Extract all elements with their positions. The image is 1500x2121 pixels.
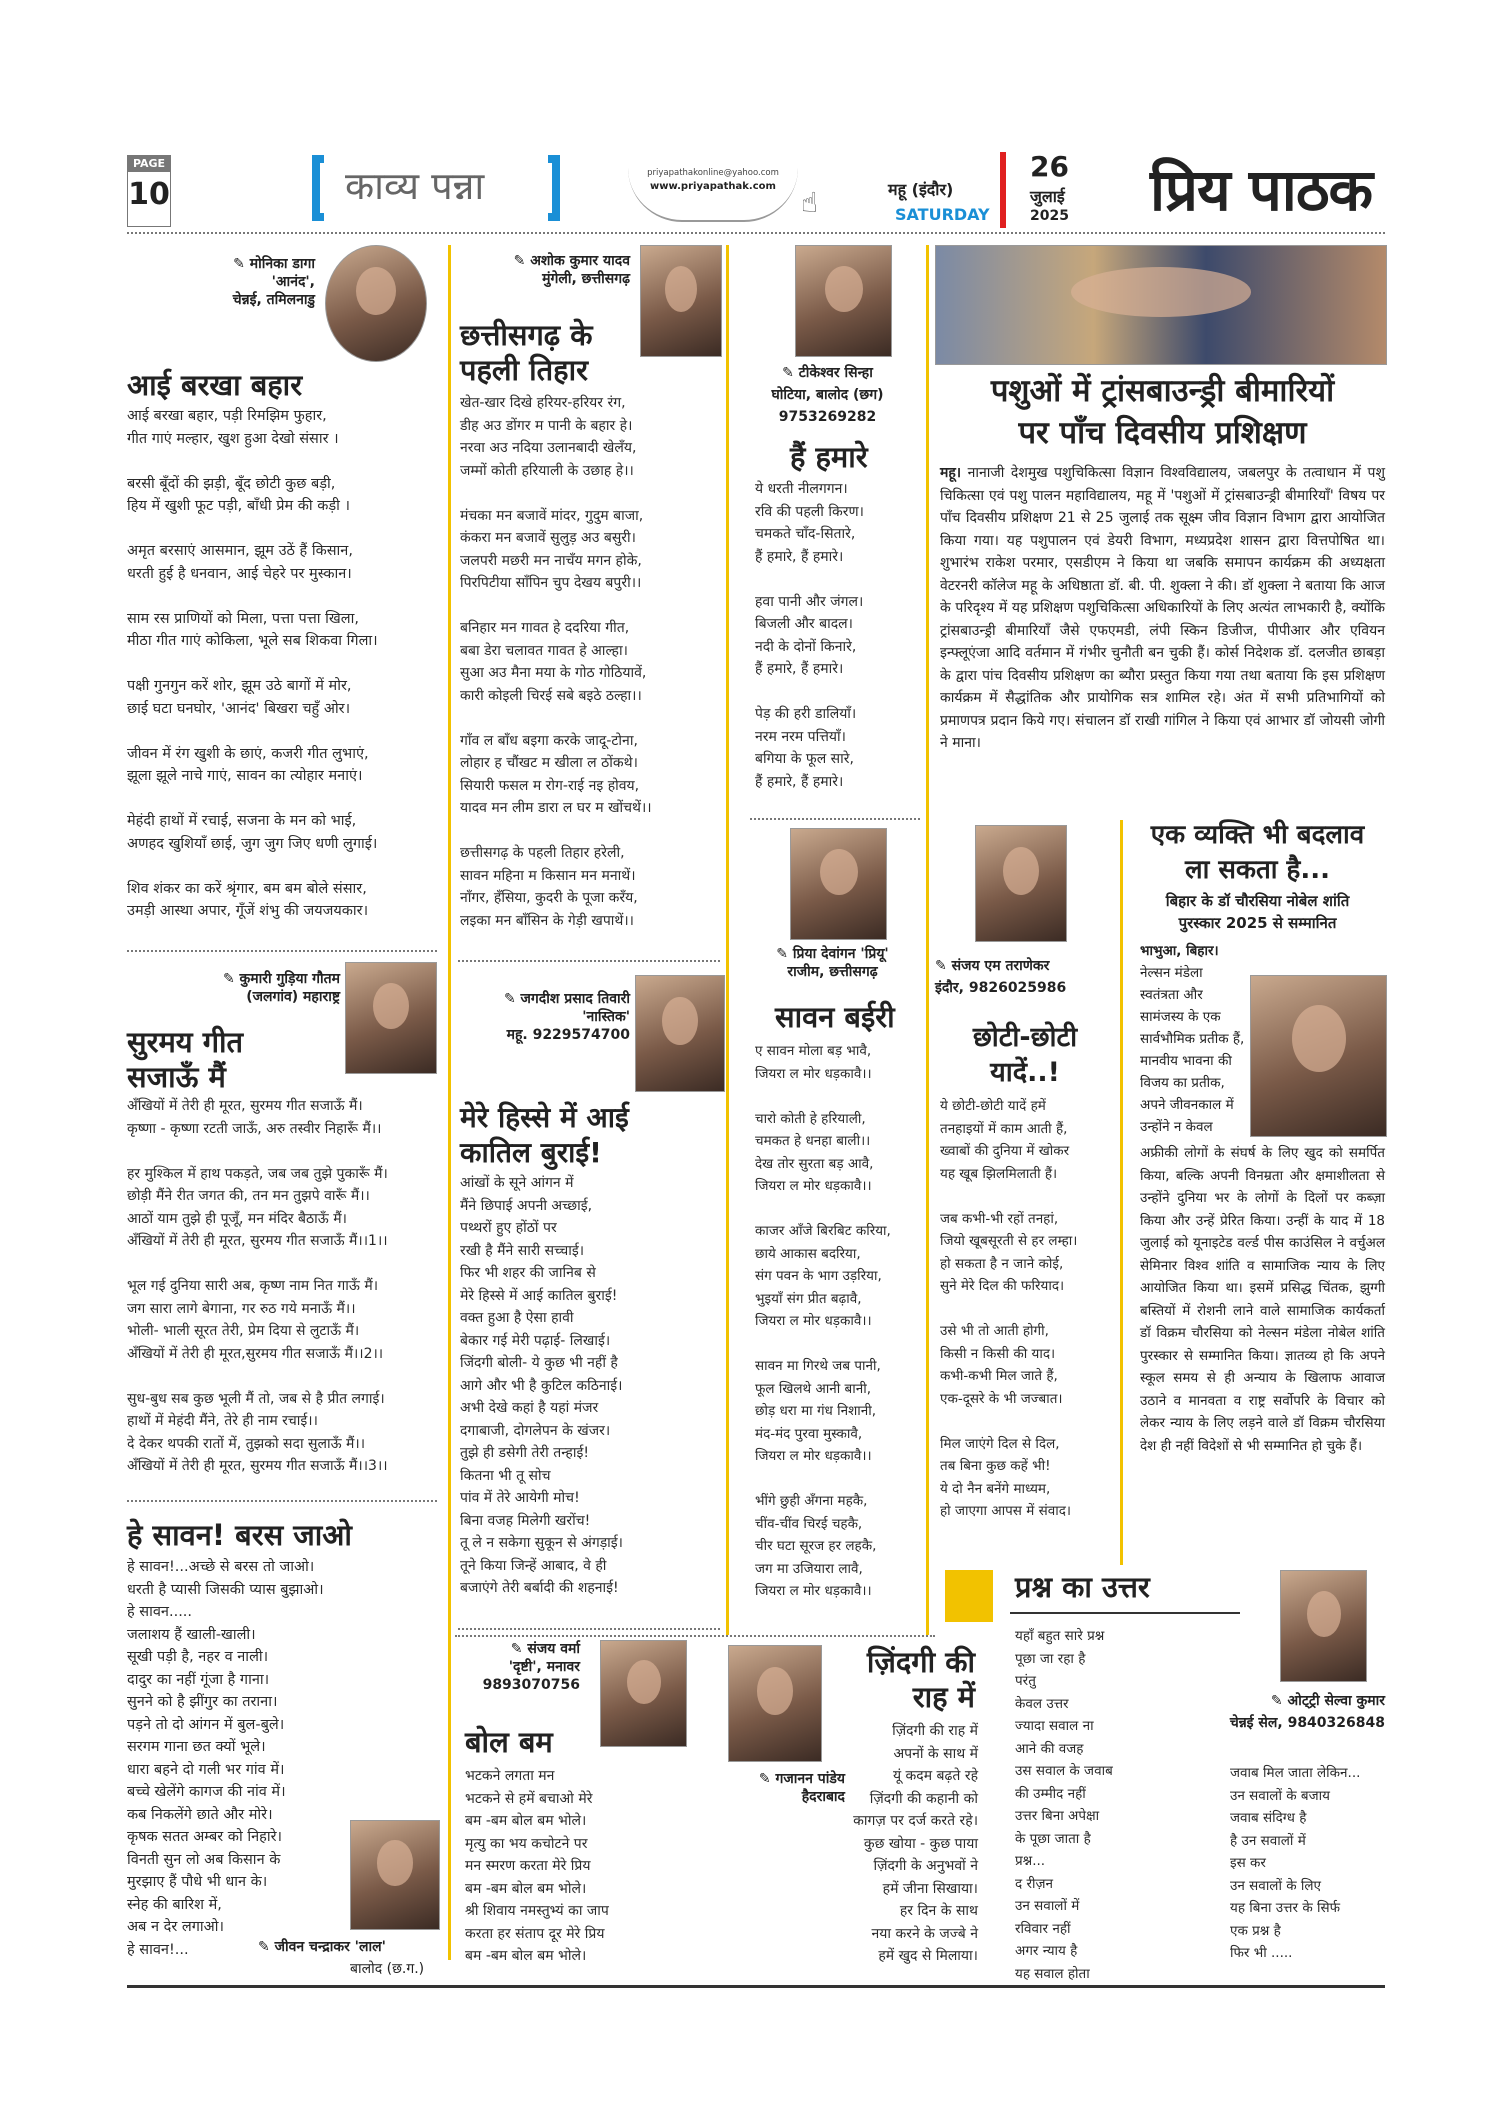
poem-title-9: ज़िंदगी की राह में	[866, 1645, 975, 1714]
section-bracket-left	[312, 155, 324, 221]
author-photo	[1280, 1570, 1367, 1682]
page-number-box	[127, 155, 171, 227]
author-photo	[795, 245, 892, 357]
page-number: 10	[128, 177, 170, 212]
section-bracket-right	[548, 155, 560, 221]
poem-title-10: छोटी-छोटी यादें..!	[972, 1022, 1078, 1088]
poem-body-9: ज़िंदगी की राह में अपनों के साथ में यूं कदम बढ़ते रहे ज़िंदगी की कहानी को कागज़ पर दर्ज करते रहे। कुछ खोया - कुछ पाया ज़िंदगी के अनुभवों ने हमें जीना सिखाया। हर दिन के साथ नया करने के जज्बे ने हमें खुद से मिलाया।	[853, 1723, 978, 1964]
author-photo	[790, 828, 887, 940]
author-tikeshwar: ✎ टीकेश्वर सिन्हा घोटिया, बालोद (छग) 9753269282	[771, 365, 884, 425]
yellow-accent-block	[945, 1570, 993, 1622]
pointer-hand-icon: ☝	[800, 186, 818, 219]
column-rule-4	[1120, 820, 1123, 1565]
author-ottri: ✎ ओट्ट्री सेल्वा कुमार चेन्नई सेल, 9840326848	[1229, 1693, 1385, 1731]
poem-body-7: ये धरती नीलगगन। रवि की पहली किरण। चमकते चाँद-सितारे, हैं हमारे, हैं हमारे। हवा पानी और जंगल। बिजली और बादल। नदी के दोनों किनारे, हैं हमारे, हैं हमारे। पेड़ की हरी डालियाँ। नरम नरम पत्तियाँ। बगिया के फूल सारे, हैं हमारे, हैं हमारे।	[755, 481, 864, 790]
poem-body-1: आई बरखा बहार, पड़ी रिमझिम फुहार, गीत गाएं मल्हार, खुश हुआ देखो संसार । बरसी बूँदों की झड़ी, बूँद छोटी कुछ बड़ी, हिय में खुशी फूट पड़ी, बाँधी प्रेम की कड़ी । अमृत बरसाएं आसमान, झूम उठें हैं किसान, धरती हुई है धनवान, आई चेहरे पर मुस्कान। साम रस प्राणियों को मिला, पत्ता पत्ता खिला, मीठा गीत गाएं कोकिला, भूले सब शिकवा गिला। पक्षी गुनगुन करें शोर, झूम उठे बागों में मोर, छाई घटा घनघोर, 'आनंद' बिखरा चहुँ ओर। जीवन में रंग खुशी के छाएं, कजरी गीत लुभाएं, झूला झूले नाचे गाएं, सावन का त्योहार मनाएं। मेहंदी हाथों में रचाई, सजना के मन को भाई, अणहद खुशियाँ छाई, जुग जुग जिए धणी लुगाई। शिव शंकर का करें श्रृंगार, बम बम बोले संसार, उमड़ी आस्था अपार, गूँजें शंभु की जयजयकार।	[127, 408, 378, 919]
author-photo	[345, 962, 437, 1074]
poem-title-6: बोल बम	[465, 1725, 553, 1759]
author-photo	[350, 1820, 440, 1930]
poem-title-11: प्रश्न का उत्तर	[1015, 1570, 1150, 1604]
column-rule-1	[448, 245, 451, 1960]
news-headline: पशुओं में ट्रांसबाउन्ड्री बीमारियों पर पाँच दिवसीय प्रशिक्षण	[990, 373, 1335, 451]
feature-body-b: अफ्रीकी लोगों के संघर्ष के लिए खुद को समर्पित किया, बल्कि अपनी विनम्रता और क्षमाशीलता से उन्होंने दुनिया भर के लोगों के दिलों पर कब्ज़ा किया और उन्हें प्रेरित किया। उन्हीं के याद में 18 जुलाई को यूनाइटेड वर्ल्ड पीस काउंसिल ने वर्चुअल सेमिनार विश्व शांति व सामाजिक न्याय के लिए आयोजित किया था। इसमें प्रसिद्ध चिंतक, झुग्गी बस्तियों में रोशनी लाने वाले सामाजिक कार्यकर्ता डॉ विक्रम चौरसिया को नेल्सन मंडेला नोबेल शांति पुरस्कार से सम्मानित किया। ज्ञातव्य हो कि अपने स्कूल समय से ही अन्याय के खिलाफ आवाज उठाने व मानवता व राष्ट्र सर्वोपरि के विचार को लेकर न्याय के लिए लड़ने वाले डॉ विक्रम चौरसिया देश ही नहीं विदेशों से भी सम्मानित हो चुके हैं।	[1140, 1145, 1385, 1454]
poem-body-4: खेत-खार दिखे हरियर-हरियर रंग, डीह अउ डोंगर म पानी के बहार हे। नरवा अउ नदिया उलानबादी खेलँय, जम्मों कोती हरियाली के उछाह हे।। मंचका मन बजावें मांदर, गुदुम बाजा, कंकरा मन बजावें सुलुड़ अउ बसुरी। जलपरी मछरी मन नाचँय मगन होके, पिरपिटीया साँपिन चुप देखय बपुरी।। बनिहार मन गावत हे ददरिया गीत, बबा डेरा चलावत गावत हे आल्हा। सुआ अउ मैना मया के गोठ गोठियावें, कारी कोइली चिरई सबे बइठे ठल्हा।। गाँव ल बाँध बइगा करके जादू-टोना, लोहार ह चौंखट म खीला ल ठोंकथे। सियारी फसल म रोग-राई नइ होवय, यादव मन लीम डारा ल घर म खोंचथें।। छत्तीसगढ़ के पहली तिहार हरेली, सावन महिना म किसान मन मनाथें। नाँगर, हँसिया, कुदरी के पूजा करँय, लइका मन बाँसिन के गेड़ी खपाथें।।	[460, 395, 652, 929]
email: priyapathakonline@yahoo.com	[647, 168, 779, 178]
author-jagdish: ✎ जगदीश प्रसाद तिवारी 'नास्तिक' महू. 9229574700	[503, 991, 630, 1043]
author-jeevan: ✎ जीवन चन्द्राकर 'लाल'	[258, 1939, 386, 1955]
section-divider	[455, 1635, 935, 1637]
dateline-day: SATURDAY	[895, 205, 990, 224]
event-photo	[935, 245, 1387, 365]
poem-body-8: ए सावन मोला बड़ भावै, जियरा ल मोर धड़कावै।। चारो कोती हे हरियाली, चमकत हे धनहा बाली।। देख तोर सुरता बड़ आवै, जियरा ल मोर धड़कावै।। काजर आँजे बिरबिट करिया, छाये आकास बदरिया, संग पवन के भाग उड़रिया, भुइयाँ संग प्रीत बढ़ावै, जियरा ल मोर धड़कावै।। सावन मा गिरथे जब पानी, फूल खिलथे आनी बानी, छोड़ धरा मा गंध निशानी, मंद-मंद पुरवा मुस्कावै, जियरा ल मोर धड़कावै।। भींगे छुही अँगना महकै, चींव-चींव चिरई चहकै, चीर घटा सूरज हर लहकै, जग मा उजियारा लावै, जियरा ल मोर धड़कावै।।	[755, 1043, 891, 1599]
section-title: काव्य पन्ना	[345, 164, 485, 208]
feature-headline: एक व्यक्ति भी बदलाव ला सकता है...	[1150, 820, 1365, 885]
poem-body-6: भटकने लगता मन भटकने से हमें बचाओ मेरे बम -बम बोल बम भोले। मृत्यु का भय कचोटने पर मन स्मरण करता मेरे प्रिय बम -बम बोल बम भोले। श्री शिवाय नमस्तुभ्यं का जाप करता हर संताप दूर मेरे प्रिय बम -बम बोल बम भोले।	[465, 1768, 609, 1964]
author-photo	[600, 1640, 687, 1747]
author-photo	[1250, 975, 1387, 1137]
poem-title-4: छत्तीसगढ़ के पहली तिहार	[460, 318, 593, 387]
author-gudiya: ✎ कुमारी गुड़िया गौतम (जलगांव) महाराष्ट्र	[222, 971, 340, 1005]
contact-badge	[628, 168, 818, 222]
dateline-place: महू (इंदौर)	[888, 180, 954, 199]
poem-divider	[127, 1500, 437, 1502]
author-sanjay-verma: ✎ संजय वर्मा 'दृष्टी', मनावर 9893070756	[482, 1641, 580, 1693]
poem-title-5: मेरे हिस्से में आई कातिल बुराई!	[460, 1101, 629, 1169]
date-year: 2025	[1030, 208, 1069, 224]
author-place: बालोद (छ.ग.)	[350, 1961, 425, 1977]
poem-title-2: सुरमय गीत सजाऊँ मैं	[127, 1025, 244, 1094]
date-divider	[1000, 152, 1006, 228]
author-photo	[635, 975, 725, 1092]
poem-divider	[458, 1628, 720, 1630]
poem-title-1: आई बरखा बहार	[127, 368, 303, 402]
poem-body-3: हे सावन!...अच्छे से बरस तो जाओ। धरती है प्यासी जिसकी प्यास बुझाओ। हे सावन..... जलाशय हैं खाली-खाली। सूखी पड़ी है, नहर व नाली। दादुर का नहीं गूंजा है गाना। सुनने को है झींगुर का तराना। पड़ने तो दो आंगन में बुल-बुले। सरगम गाना छत क्यों भूले। धारा बहने दो गली भर गांव में। बच्चे खेलेंगे कागज की नांव में। कब निकलेंगे छाते और मोरे। कृषक सतत अम्बर को निहारे। विनती सुन लो अब किसान के मुरझाए हैं पौधे भी धान के। स्नेह की बारिश में, अब न देर लगाओ। हे सावन!...	[127, 1559, 324, 1958]
poem-divider	[458, 960, 720, 962]
poem-body-11b: जवाब मिल जाता लेकिन... उन सवालों के बजाय जवाब संदिग्ध है है उन सवालों में इस कर उन सवालों के लिए यह बिना उत्तर के सिर्फ एक प्रश्न है फिर भी .....	[1230, 1765, 1361, 1961]
author-sanjay-taranekar: ✎ संजय एम तराणेकर इंदौर, 9826025986	[935, 958, 1067, 996]
author-monika: ✎ मोनिका डागा 'आनंद', चेन्नई, तमिलनाडु	[232, 256, 315, 308]
feature-subhead: बिहार के डॉ चौरसिया नोबेल शांति पुरस्कार 2025 से सम्मानित	[1165, 892, 1350, 932]
author-photo	[975, 825, 1067, 942]
footer-rule	[127, 1985, 1385, 1988]
masthead-logo: प्रिय पाठक	[1150, 156, 1373, 224]
header-rule	[127, 232, 1385, 234]
author-ashok: ✎ अशोक कुमार यादव मुंगेली, छत्तीसगढ़	[513, 253, 630, 287]
date-number: 26	[1030, 150, 1069, 183]
poem-title-7: हैं हमारे	[790, 440, 868, 474]
author-gajanan: ✎ गजानन पांडेय हैदराबाद	[758, 1771, 845, 1805]
feature-dateline: भाभुआ, बिहार।	[1140, 943, 1219, 959]
poem-title-3: हे सावन! बरस जाओ	[127, 1518, 352, 1552]
poem-body-2: अँखियों में तेरी ही मूरत, सुरमय गीत सजाऊँ मैं। कृष्णा - कृष्णा रटती जाऊँ, अरु तस्वीर निहारूँ मैं।। हर मुश्किल में हाथ पकड़ते, जब जब तुझे पुकारूँ मैं। छोड़ी मैंने रीत जगत की, तन मन तुझपे वारूँ मैं।। आठों याम तुझे ही पूजूँ, मन मंदिर बैठाऊँ मैं। अँखियों में तेरी ही मूरत, सुरमय गीत सजाऊँ मैं।।1।। भूल गई दुनिया सारी अब, कृष्ण नाम नित गाऊँ मैं। जग सारा लागे बेगाना, गर रुठ गये मनाऊँ मैं।। भोली- भाली सूरत तेरी, प्रेम दिया से लुटाऊँ मैं। अँखियों में तेरी ही मूरत,सुरमय गीत सजाऊँ मैं।।2।। सुध-बुध सब कुछ भूली मैं तो, जब से है प्रीत लगाई। हाथों में मेहंदी मैंने, तेरे ही नाम रचाई।। दे देकर थपकी रातों में, तुझको सदा सुलाऊँ मैं।। अँखियों में तेरी ही मूरत, सुरमय गीत सजाऊँ मैं।।3।।	[127, 1098, 388, 1474]
poem-body-11a: यहाँ बहुत सारे प्रश्न पूछा जा रहा है परंतु केवल उत्तर ज्यादा सवाल ना आने की वजह उस सवाल के जवाब की उम्मीद नहीं उत्तर बिना अपेक्षा के पूछा जाता है प्रश्न... द रीज़न उन सवालों में रविवार नहीं अगर न्याय है यह सवाल होता	[1015, 1628, 1113, 1982]
title-underline	[1010, 1612, 1240, 1614]
date-month: जुलाई	[1030, 187, 1065, 206]
author-photo	[640, 245, 722, 357]
news-dateline: महू।	[940, 465, 962, 481]
poem-divider	[127, 950, 437, 952]
author-photo	[325, 245, 427, 362]
feature-text-a: नेल्सन मंडेला स्वतंत्रता और सामंजस्य के एक सार्वभौमिक प्रतीक हैं, मानवीय भावना की विजय का प्रतीक, अपने जीवनकाल में उन्होंने न केवल	[1140, 965, 1245, 1135]
column-rule-3	[926, 245, 929, 1635]
page-label: PAGE	[128, 156, 170, 172]
feature-body-a	[1140, 940, 1245, 1138]
poem-body-5: आंखों के सूने आंगन में मैंने छिपाई अपनी अच्छाई, पथ्थरों हुए होंठों पर रखी है मैंने सारी सच्चाई। फिर भी शहर की जानिब से मेरे हिस्से में आई कातिल बुराई! वक्त हुआ है ऐसा हावी बेकार गई मेरी पढ़ाई- लिखाई। जिंदगी बोली- ये कुछ भी नहीं है आगे और भी है कुटिल कठिनाई। अभी देखे कहां है यहां मंजर दगाबाजी, दोगलेपन के खंजर। तुझे ही डसेगी तेरी तन्हाई! कितना भी तू सोच पांव में तेरे आयेगी मोच! बिना वजह मिलेगी खरोंच! तू ले न सकेगा सुकून से अंगड़ाई। तूने किया जिन्हें आबाद, वे ही बजाएंगे तेरी बर्बादी की शहनाई!	[460, 1175, 623, 1596]
news-text: नानाजी देशमुख पशुचिकित्सा विज्ञान विश्वविद्यालय, जबलपुर के तत्वाधान में पशु चिकित्सा एवं पशु पालन महाविद्यालय, महू में 'पशुओं में ट्रांसबाउन्ड्री बीमारियाँ' विषय पर पाँच दिवसीय प्रशिक्षण 21 से 25 जुलाई तक सूक्ष्म जीव विज्ञान विभाग द्वारा आयोजित किया गया। यह पशुपालन एवं डेयरी विभाग, मध्यप्रदेश शासन द्वारा वित्तपोषित था। शुभारंभ राकेश परमार, एसडीएम ने किया था जबकि समापन कार्यक्रम की अध्यक्षता वेटरनरी कॉलेज महू के अधिष्ठाता डॉ. बी. पी. शुक्ला ने की। डॉ शुक्ला ने बताया कि आज के परिदृश्य में यह प्रशिक्षण पशुचिकित्सा अधिकारियों के लिए अत्यंत लाभकारी है, क्योंकि ट्रांसबाउन्ड्री बीमारियाँ जैसे एफएमडी, लंपी स्किन डिजीज, पीपीआर और एवियन इन्फ्लूएंजा आदि वर्तमान में गंभीर चुनौती बन चुकी हैं। कोर्स निदेशक डॉ. दलजीत छाबड़ा के द्वारा पांच दिवसीय प्रशिक्षण का ब्यौरा प्रस्तुत किया गया तथा बताया कि इस प्रशिक्षण कार्यक्रम में सैद्धांतिक और प्रायोगिक सत्र शामिल रहे। अंत में सभी प्रतिभागियों को प्रमाणपत्र प्रदान किये गए। संचालन डॉ राखी गांगिल ने किया एवं आभार डॉ जोयसी जोगी ने माना।	[940, 465, 1385, 751]
column-rule-2	[726, 245, 729, 1635]
news-body	[940, 462, 1385, 755]
poem-title-8: सावन बईरी	[775, 1000, 895, 1034]
author-priya: ✎ प्रिया देवांगन 'प्रियू' राजीम, छत्तीसगढ़	[776, 946, 889, 980]
website: www.priyapathak.com	[650, 181, 776, 192]
poem-body-10: ये छोटी-छोटी यादें हमें तनहाइयों में काम आती हैं, ख्वाबों की दुनिया में खोकर यह खूब झिलमिलाती हैं। जब कभी-भी रहों तनहां, जियो खूबसूरती से हर लम्हा। हो सकता है न जाने कोई, सुने मेरे दिल की फरियाद। उसे भी तो आती होगी, किसी न किसी की याद। कभी-कभी मिल जाते हैं, एक-दूसरे के भी जज्बात। मिल जाएंगे दिल से दिल, तब बिना कुछ कहें भी! ये दो नैन बनेंगे माध्यम, हो जाएगा आपस में संवाद।	[940, 1098, 1078, 1519]
poem-divider	[750, 818, 920, 820]
